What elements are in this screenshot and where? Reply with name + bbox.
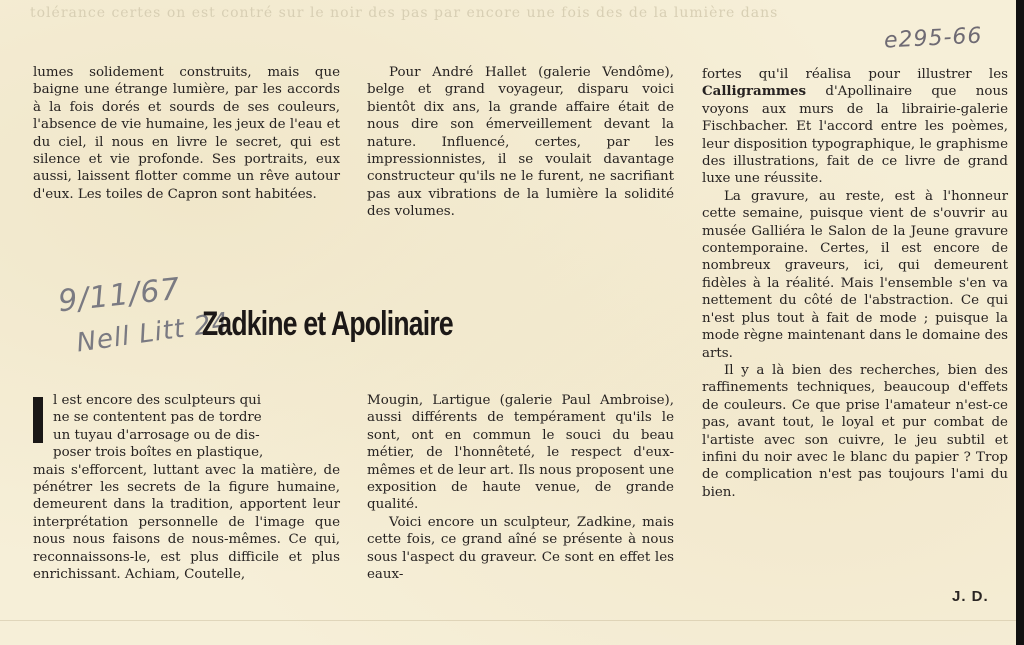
paper-fold-line — [0, 620, 1016, 621]
column-1-bottom — [33, 392, 340, 583]
paragraph: Voici encore un sculpteur, Zadkine, mais cette fois, ce grand aîné se présente à nous sous l'aspect du graveur. Ce sont en effet les eaux- — [367, 514, 674, 583]
handwritten-reference: e295-66 — [883, 23, 984, 54]
drop-cap-letter — [33, 397, 43, 443]
text-line: poser trois boîtes en plastique, — [53, 445, 264, 461]
paragraph: Mougin, Lartigue (galerie Paul Ambroise), aussi différents de tempérament qu'ils le sont, ont en commun le souci du beau métier, de l'honnêteté, le respect d'eux-mêmes et de leur art. Ils nous proposent une exposition de haute venue, de grande qualité. — [367, 393, 674, 513]
paragraph: Pour André Hallet (galerie Vendôme), belge et grand voyageur, disparu voici bientôt dix ans, la grande affaire était de nous dire son émerveillement devant la nature. Influencé, certes, par les impressionnistes, il se voulait davantage constructeur qu'ils ne le furent, ne sacrifiant pas aux vibrations de la lumière la solidité des volumes. — [367, 65, 674, 220]
text-run: fortes qu'il réalisa pour illustrer les — [702, 67, 1008, 82]
author-signature: J. D. — [952, 588, 989, 605]
paragraph: mais s'efforcent, luttant avec la matière, de pénétrer les secrets de la figure humaine, demeurent dans la tradition, apportent leur interprétation personnelle de l'image que nous nous faisons de nous-mêmes. Ce qui, reconnaissons-le, est plus difficile et plus enrichissant. Achiam, Coutelle, — [33, 462, 340, 583]
article-headline: Zadkine et Apolinaire — [202, 305, 453, 343]
scan-edge — [1016, 0, 1024, 645]
column-1-top — [33, 64, 340, 203]
paragraph: La gravure, au reste, est à l'honneur cette semaine, puisque vient de s'ouvrir au musée Galliéra le Salon de la Jeune gravure contemporaine. Certes, il est encore de nombreux graveurs, ici, qui demeurent fidèles à la réalité. Mais l'ensemble s'en va nettement du côté de l'abstraction. Ce qui n'est plus tout à fait de mode ; puisque la mode règne maintenant dans le domaine des arts. — [702, 188, 1008, 361]
text-line: un tuyau d'arrosage ou de dis- — [53, 427, 260, 443]
bleed-through-text: tolérance certes on est contré sur le noir des pas par encore une fois des de la lumière dans — [30, 5, 779, 21]
handwritten-date: 9/11/67 — [56, 271, 183, 320]
text-run: d'Apollinaire que nous voyons aux murs de la librairie-galerie Fischbacher. Et l'accord entre les poèmes, leur disposition typographique, le graphisme des illustrations, fait de ce livre de grand luxe une réussite. — [702, 84, 1008, 187]
book-title: Calligrammes — [702, 83, 807, 100]
paragraph: lumes solidement construits, mais que baigne une étrange lumière, par les accords à la fois dorés et sourds de ses couleurs, l'absence de vie humaine, les jeux de l'eau et du ciel, il nous en livre le secret, qui est silence et vie profonde. Ses portraits, eux aussi, laissent flotter comme un rêve autour d'eux. Les toiles de Capron sont habitées. — [33, 65, 340, 202]
column-2-bottom — [367, 392, 674, 583]
text-line: l est encore des sculpteurs qui — [53, 393, 262, 408]
paragraph: Il y a là bien des recherches, bien des raffinements techniques, beaucoup d'effets de couleurs. Ce que prise l'amateur n'est-ce pas, avant tout, le loyal et pur combat de l'artiste avec son cuivre, le jeu subtil et infini du noir avec le blanc du papier ? Trop de complication n'est pas toujours l'ami du bien. — [702, 362, 1008, 500]
handwritten-note: Nell Litt 24 — [74, 307, 231, 359]
column-3 — [702, 66, 1008, 501]
text-line: ne se contentent pas de tordre — [53, 410, 262, 426]
column-2-top — [367, 64, 674, 221]
paragraph — [702, 66, 1008, 188]
